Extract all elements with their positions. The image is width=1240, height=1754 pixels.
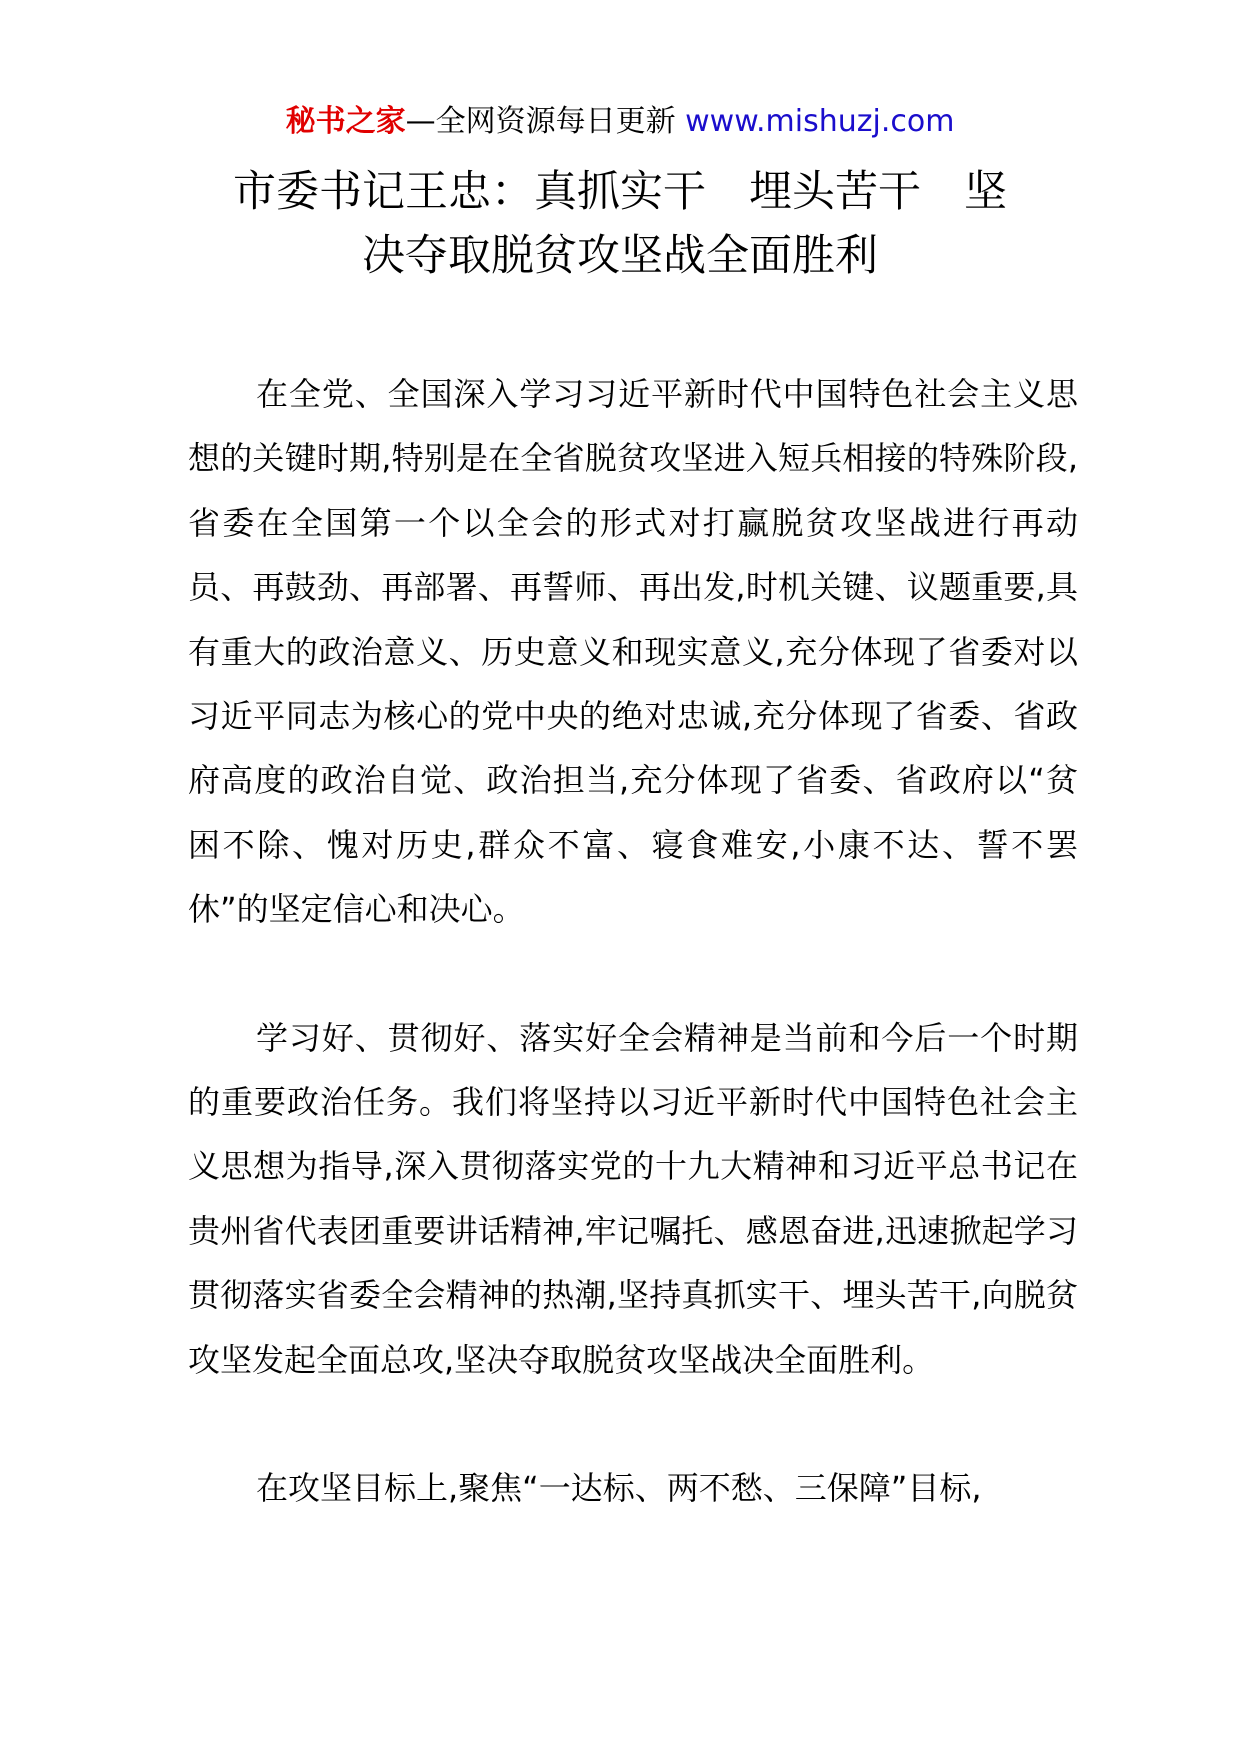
header-tagline: —全网资源每日更新: [405, 104, 676, 139]
body-paragraph-1: 在全党、全国深入学习习近平新时代中国特色社会主义思想的关键时期,特别是在全省脱贫攻坚进入短兵相接的特殊阶段,省委在全国第一个以全会的形式对打赢脱贫攻坚战进行再动员、再鼓劲、再部署、再誓师、再出发,时机关键、议题重要,具有重大的政治意义、历史意义和现实意义,充分体现了省委对以习近平同志为核心的党中央的绝对忠诚,充分体现了省委、省政府高度的政治自觉、政治担当,充分体现了省委、省政府以“贫困不除、愧对历史,群众不富、寝食难安,小康不达、誓不罢休”的坚定信心和决心。: [188, 375, 1078, 929]
site-url-link[interactable]: www.mishuzj.com: [685, 104, 955, 139]
title-line-1: 市委书记王忠：真抓实干 埋头苦干 坚: [233, 167, 1007, 217]
document-body: [188, 362, 1078, 1521]
title-line-2: 决夺取脱贫攻坚战全面胜利: [362, 231, 878, 281]
document-title: [180, 160, 1060, 288]
body-paragraph-3: 在攻坚目标上,聚焦“一达标、两不愁、三保障”目标,: [256, 1469, 982, 1508]
site-header: [0, 102, 1240, 142]
brand-name: 秘书之家: [285, 104, 406, 139]
body-paragraph-2: 学习好、贯彻好、落实好全会精神是当前和今后一个时期的重要政治任务。我们将坚持以习近平新时代中国特色社会主义思想为指导,深入贯彻落实党的十九大精神和习近平总书记在贵州省代表团重要讲话精神,牢记嘱托、感恩奋进,迅速掀起学习贯彻落实省委全会精神的热潮,坚持真抓实干、埋头苦干,向脱贫攻坚发起全面总攻,坚决夺取脱贫攻坚战决全面胜利。: [188, 1018, 1078, 1379]
